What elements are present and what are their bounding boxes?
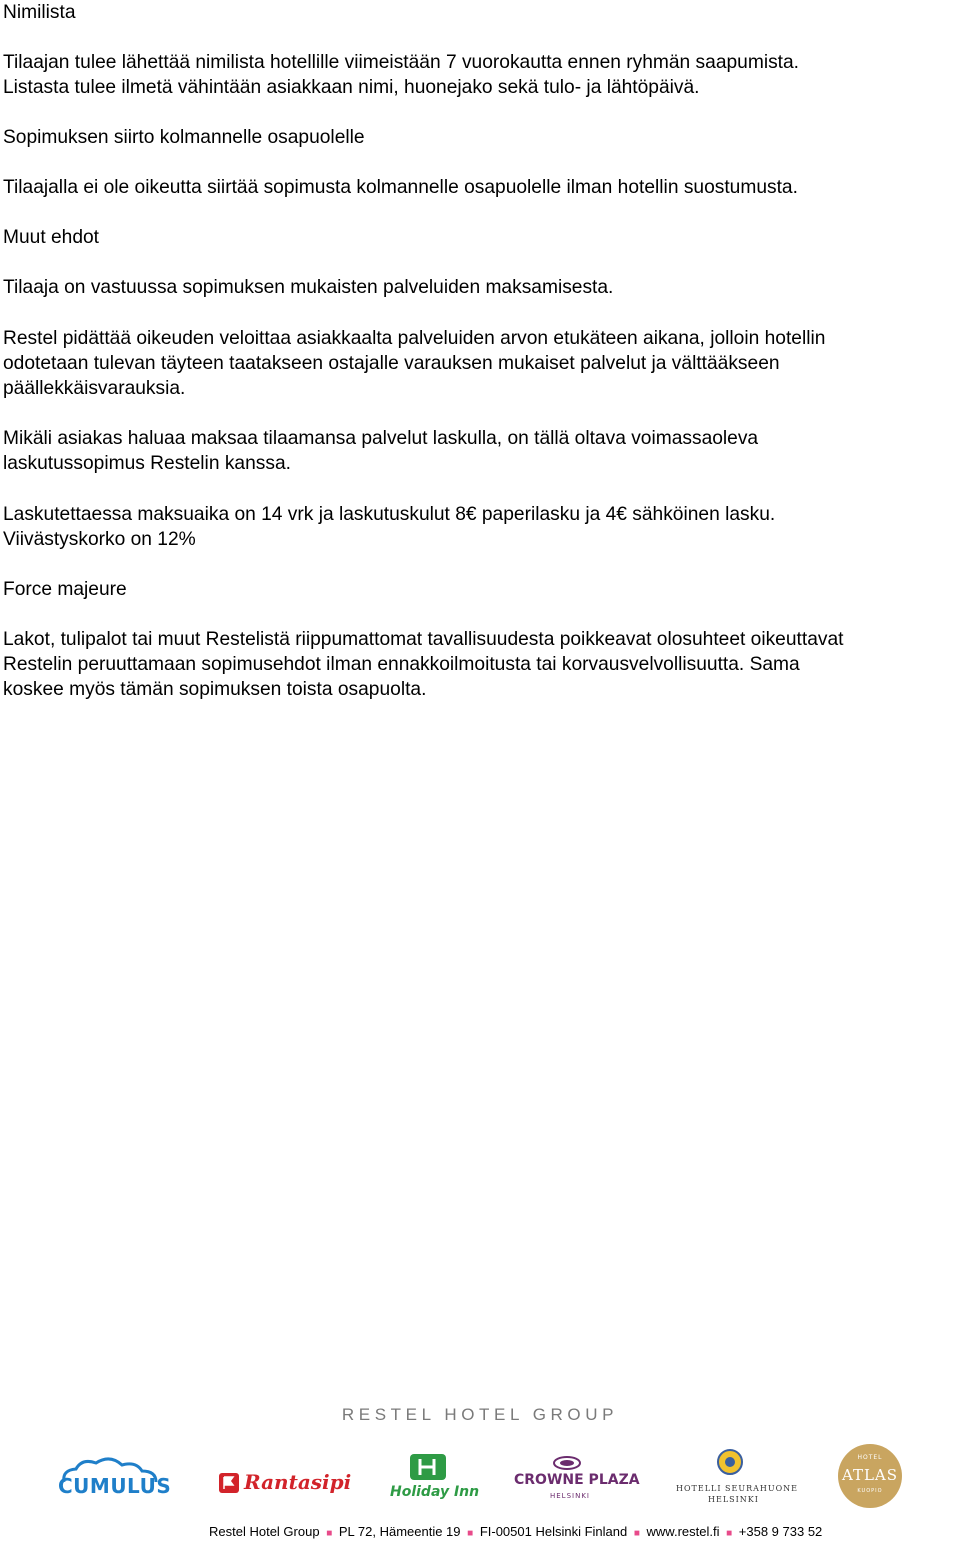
paragraph: Tilaajan tulee lähettää nimilista hotellille viimeistään 7 vuorokautta ennen ryhmän saapumista. Listasta tulee ilmetä vähintään asiakkaan nimi, huonejako sekä tulo- ja lähtöpäivä. [3, 52, 800, 98]
paragraph: Tilaajalla ei ole oikeutta siirtää sopimusta kolmannelle osapuolelle ilman hotellin suostumusta. [3, 177, 798, 198]
seurahuone-emblem-icon [716, 1448, 744, 1476]
footer-postal: FI-00501 Helsinki Finland [479, 1524, 628, 1539]
section-heading: Force majeure [3, 579, 127, 600]
bullet-icon: ■ [326, 1528, 333, 1539]
paragraph: Tilaaja on vastuussa sopimuksen mukaisten palveluiden maksamisesta. [3, 277, 614, 298]
footer-contact [209, 1523, 909, 1543]
atlas-logo [838, 1444, 904, 1510]
footer-website-link[interactable]: www.restel.fi [646, 1524, 720, 1539]
cumulus-logo [56, 1456, 172, 1500]
paragraph: Mikäli asiakas haluaa maksaa tilaamansa palvelut laskulla, on tällä oltava voimassaoleva laskutussopimus Restelin kanssa. [3, 428, 759, 474]
section-heading: Sopimuksen siirto kolmannelle osapuolelle [3, 127, 365, 148]
bullet-icon: ■ [467, 1528, 474, 1539]
atlas-city: KUOPIO [857, 1488, 883, 1494]
crowne-plaza-city: HELSINKI [550, 1492, 590, 1500]
bullet-icon: ■ [633, 1528, 640, 1539]
holiday-inn-logo [388, 1452, 480, 1508]
seurahuone-wordmark: HOTELLI SEURAHUONE [676, 1484, 799, 1493]
footer-address: PL 72, Hämeentie 19 [338, 1524, 461, 1539]
footer-phone: +358 9 733 52 [738, 1524, 823, 1539]
seurahuone-city: HELSINKI [708, 1495, 759, 1504]
section-heading: Muut ehdot [3, 227, 100, 248]
holiday-inn-h-icon [408, 1452, 448, 1482]
bullet-icon: ■ [726, 1528, 733, 1539]
rantasipi-flag-icon [218, 1472, 240, 1494]
rantasipi-wordmark: Rantasipi [244, 1470, 352, 1494]
hotel-logos [0, 1440, 960, 1520]
atlas-hotel-label: HOTEL [857, 1454, 883, 1461]
seurahuone-logo [676, 1448, 799, 1508]
cumulus-wordmark: CUMULUS [58, 1474, 172, 1498]
restel-brand-title: RESTEL HOTEL GROUP [341, 1405, 619, 1424]
atlas-wordmark: ATLAS [841, 1466, 899, 1484]
section-heading: Nimilista [3, 2, 76, 23]
rantasipi-logo [218, 1468, 352, 1502]
paragraph: Restel pidättää oikeuden veloittaa asiakkaalta palveluiden arvon etukäteen aikana, jolloin hotellin odotetaan tulevan täyteen taatakseen ostajalle varauksen mukaiset palvelut ja välttääkseen päällekkäisvarauksia. [3, 328, 826, 399]
crowne-plaza-crown-icon [552, 1454, 582, 1470]
holiday-inn-wordmark: Holiday Inn [390, 1484, 480, 1500]
paragraph: Laskutettaessa maksuaika on 14 vrk ja laskutuskulut 8€ paperilasku ja 4€ sähköinen lasku. Viivästyskorko on 12% [3, 504, 776, 550]
crowne-plaza-logo [512, 1454, 640, 1508]
footer-company: Restel Hotel Group [209, 1524, 320, 1539]
crowne-plaza-wordmark: CROWNE PLAZA [514, 1472, 640, 1488]
paragraph: Lakot, tulipalot tai muut Restelistä riippumattomat tavallisuudesta poikkeavat olosuhteet oikeuttavat Restelin peruuttamaan sopimusehdot ilman ennakkoilmoitusta tai korvausvelvollisuutta. Sama koskee myös tämän sopimuksen toista osapuolta. [3, 629, 844, 700]
